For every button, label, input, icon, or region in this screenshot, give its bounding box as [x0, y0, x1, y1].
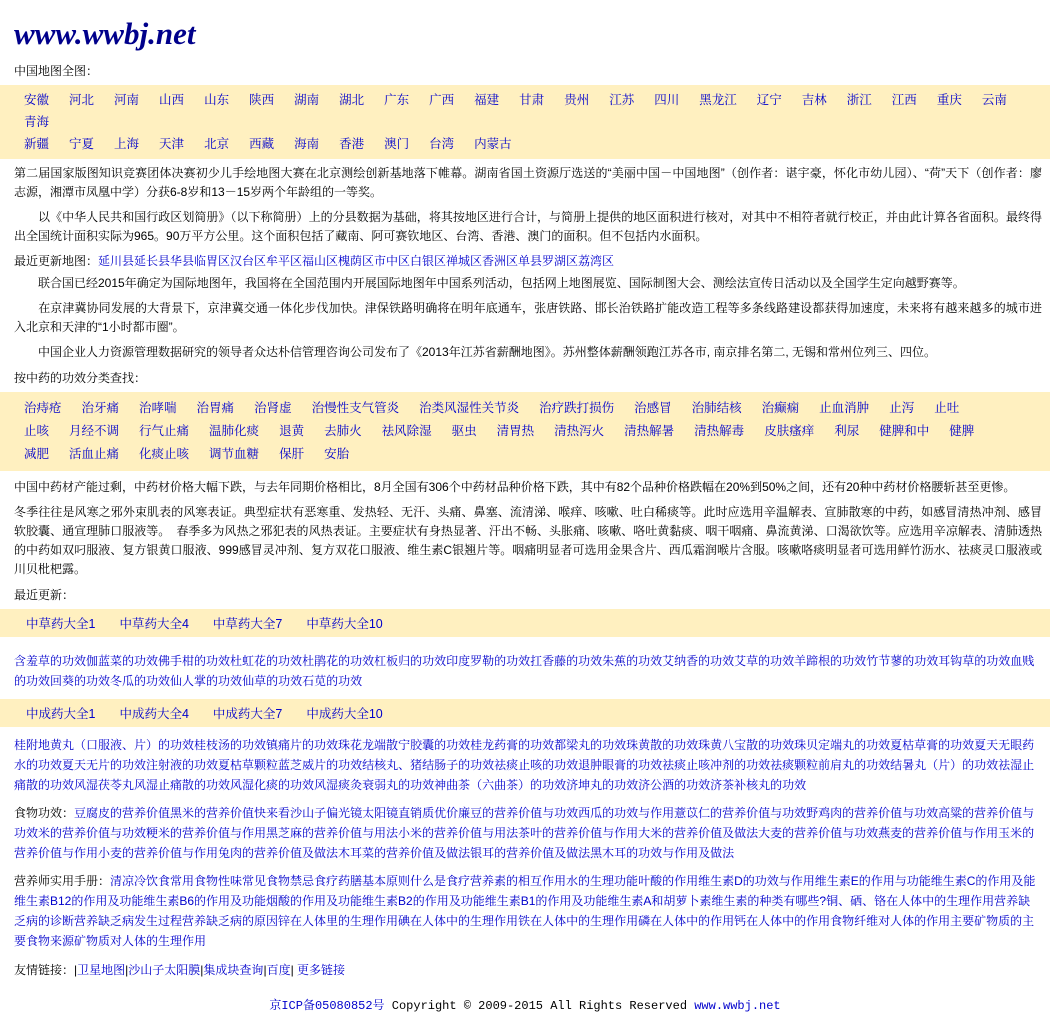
nutrition-link[interactable]: 食物纤维对人体的作用 [830, 914, 951, 928]
herb-link[interactable]: 清胃热 [496, 424, 535, 438]
herb-link[interactable]: 保肝 [279, 447, 305, 461]
region-link[interactable]: 陕西 [249, 93, 275, 107]
region-link[interactable]: 河南 [114, 93, 140, 107]
nutrition-link[interactable]: 矿物质对人体的生理作用 [74, 934, 207, 948]
patent-link[interactable]: 祛痰颗粒前肩丸的功效 [770, 758, 891, 772]
friend-link[interactable]: 百度 [266, 963, 291, 977]
patent-link-list [0, 731, 1050, 799]
region-link[interactable]: 青海 [24, 115, 50, 129]
patent-link[interactable]: 桂龙药膏的功效 [470, 738, 555, 752]
region-link[interactable]: 四川 [654, 93, 680, 107]
food-link[interactable]: 与作用薏苡仁的营养价值 [638, 806, 771, 820]
patent-link[interactable]: 祛痰止咳冲剂的功效 [662, 758, 771, 772]
region-link[interactable]: 香港 [339, 137, 365, 151]
icp-link[interactable]: 京ICP备05080852号 [269, 999, 385, 1013]
region-link[interactable]: 江西 [891, 93, 917, 107]
copyright-text: Copyright © 2009-2015 All Rights Reserved [391, 999, 688, 1013]
nutrition-link[interactable]: 铁在人体中的生理作用 [518, 914, 639, 928]
region-link[interactable]: 广东 [384, 93, 410, 107]
herb-link[interactable]: 清热解毒 [694, 424, 745, 438]
food-link-list [0, 799, 1050, 867]
patent-book-band [0, 699, 1050, 727]
region-row-2 [0, 133, 1050, 155]
herb-latest-label: 最近更新： [14, 588, 75, 602]
patent-link[interactable]: 都梁丸的功效 [554, 738, 627, 752]
region-link[interactable]: 辽宁 [756, 93, 782, 107]
region-link[interactable]: 西藏 [249, 137, 275, 151]
food-link[interactable]: 及做法大麦的营养价值 [722, 826, 843, 840]
nutrition-link[interactable]: 与作用维生素E的作用 [778, 874, 895, 888]
herb-link[interactable]: 温肺化痰 [209, 424, 260, 438]
nutrition-link[interactable]: 与功能维生素C的作用及 [894, 874, 1024, 888]
patent-link[interactable]: 退肿眼膏的功效 [578, 758, 663, 772]
nutrition-link[interactable]: 叶酸的作用维生素D的功效 [638, 874, 779, 888]
nutrition-link[interactable]: 清凉冷饮食常用食物性味常见食物禁忌食疗药膳基本原则 [110, 874, 411, 888]
efficacy-link[interactable]: 竹节蓼的功效 [866, 654, 939, 668]
herb-book-link[interactable]: 中草药大全7 [212, 617, 283, 631]
patent-link[interactable]: 祛痰止咳的功效 [494, 758, 579, 772]
herb-book-link[interactable]: 中草药大全10 [306, 617, 383, 631]
region-link[interactable]: 山西 [159, 93, 185, 107]
food-link[interactable]: 与功效燕麦的营养价值 [842, 826, 963, 840]
efficacy-link[interactable]: 艾草的功效 [734, 654, 795, 668]
herb-link[interactable]: 止咳 [24, 424, 50, 438]
patent-book-link[interactable]: 中成药大全7 [212, 707, 283, 721]
region-link[interactable]: 宁夏 [69, 137, 95, 151]
nutrition-link[interactable]: 营养缺乏病的诊断 [14, 894, 1031, 928]
herb-book-row [0, 614, 1050, 632]
herb-link[interactable]: 治胃痛 [196, 401, 235, 415]
patent-book-row [0, 704, 1050, 722]
efficacy-link[interactable]: 仙草的功效 [242, 674, 303, 688]
herb-link[interactable]: 治肺结核 [691, 401, 742, 415]
herb-link[interactable]: 止血消肿 [819, 401, 870, 415]
herb-link[interactable]: 利尿 [834, 424, 860, 438]
patent-link[interactable]: 济坤丸的功效 [566, 778, 639, 792]
herb-link[interactable]: 止吐 [934, 401, 960, 415]
patent-book-link[interactable]: 中成药大全1 [26, 707, 96, 721]
herb-row-1 [0, 397, 1050, 420]
friend-link[interactable]: 集成块查询 [203, 963, 264, 977]
nutrition-link[interactable]: 营养素的相互作用水的生理功能 [470, 874, 639, 888]
latest-map-label: 最近更新地图： [14, 254, 99, 268]
nutrition-link[interactable]: 钙在人体中的作用 [734, 914, 831, 928]
footer [0, 982, 1050, 1033]
herb-book-link[interactable]: 中草药大全1 [26, 617, 96, 631]
nutrition-link[interactable]: 什么是食疗 [410, 874, 471, 888]
nutrition-link[interactable]: 磷在人体中的作用 [638, 914, 735, 928]
patent-link[interactable]: 珠花龙端散 [338, 738, 399, 752]
nutrition-link[interactable]: 碘在人体中的生理作用 [398, 914, 519, 928]
patent-link[interactable]: 济公酒的功效 [638, 778, 711, 792]
food-link[interactable]: 及做法银耳的营养价值 [434, 846, 555, 860]
herb-link[interactable]: 治慢性支气管炎 [311, 401, 400, 415]
region-link[interactable]: 澳门 [384, 137, 410, 151]
patent-link[interactable]: 珠黄八宝散的功效 [698, 738, 795, 752]
efficacy-link[interactable]: 朱蕉的功效 [602, 654, 663, 668]
patent-link[interactable]: 夏枯草颗粒蓝芝 [218, 758, 303, 772]
herb-link[interactable]: 行气止痛 [139, 424, 190, 438]
patent-link[interactable]: 宁胶囊的功效 [398, 738, 471, 752]
herb-row-3 [0, 443, 1050, 466]
herb-link[interactable]: 驱虫 [451, 424, 477, 438]
efficacy-link[interactable]: 含羞草的功效 [14, 654, 87, 668]
map-paragraph-4: 在京津冀协同发展的大背景下，京津冀交通一体化步伐加快。津保铁路明确将在明年底通车，张唐铁路、邯长治铁路扩能改造工程等多条线路建设都获得加速度，未来将有越来越多的城市进入北京和天津的“1小时都市圈”。 [14, 301, 1042, 334]
herb-link[interactable]: 退黄 [279, 424, 305, 438]
herb-link[interactable]: 减肥 [24, 447, 50, 461]
map-paragraph-5: 中国企业人力资源管理数据研究的领导者众达朴信管理咨询公司发布了《2013年江苏省薪酬地图》。苏州整体薪酬领跑江苏各市, 南京排名第二, 无锡和常州位列三、四位。 [14, 345, 937, 359]
region-link[interactable]: 海南 [294, 137, 320, 151]
region-link[interactable]: 吉林 [801, 93, 827, 107]
nutrition-link[interactable]: 能维生素B12的作用及功能维生素B6的作用及功能烟酸的作用及功能维生素B2的作用及功能维生素B1的作用及功能维生素A和胡萝卜素维生素的种类有哪些? [14, 874, 1036, 908]
patent-link[interactable]: 镇痛片的功效 [266, 738, 339, 752]
herb-link[interactable]: 月经不调 [69, 424, 120, 438]
nutrition-section-label: 营养师实用手册： [14, 874, 111, 888]
map-paragraph-3: 联合国已经2015年确定为国际地图年，我国将在全国范围内开展国际地图年中国系列活动，包括网上地图展览、国际制图大会、测绘法宣传日活动以及全国学生定向越野赛等。 [14, 276, 965, 290]
herb-link[interactable]: 清热泻火 [554, 424, 605, 438]
patent-link[interactable]: 济茶 [710, 778, 735, 792]
region-link[interactable]: 黑龙江 [699, 93, 737, 107]
footer-site-link[interactable]: www.wwbj.net [694, 999, 781, 1013]
region-link[interactable]: 天津 [159, 137, 185, 151]
efficacy-link[interactable]: 耳钩草的功效 [938, 654, 1011, 668]
efficacy-link[interactable]: 杠板归的功效 [374, 654, 447, 668]
food-link[interactable]: 黑米的营养价值 [170, 806, 255, 820]
food-link[interactable]: 沙山子偏光镜太阳镜直销 [290, 806, 423, 820]
friend-link[interactable]: 卫星地图 [77, 963, 126, 977]
patent-link[interactable]: 珠贝定端丸的功效 [794, 738, 891, 752]
efficacy-link[interactable]: 杜虹花的功效 [230, 654, 303, 668]
herb-link[interactable]: 治类风湿性关节炎 [419, 401, 520, 415]
efficacy-link-list [0, 647, 1050, 695]
food-link[interactable]: 与作用玉米的营养价值 [14, 826, 1035, 860]
nutrition-link-list [0, 867, 1050, 955]
latest-map-line [0, 249, 1050, 271]
herb-link[interactable]: 治疗跌打损伤 [539, 401, 615, 415]
herb-link[interactable]: 化痰止咳 [139, 447, 190, 461]
nutrition-link[interactable]: 营养缺乏病发生过程营养缺乏病的原因 [74, 914, 279, 928]
food-link[interactable]: 与功效西瓜的功效 [542, 806, 639, 820]
region-link[interactable]: 湖南 [294, 93, 320, 107]
herb-link[interactable]: 健脾和中 [879, 424, 930, 438]
patent-link[interactable]: 夏天无眼药水的功效 [14, 738, 1035, 772]
region-link-band [0, 85, 1050, 159]
map-section-title: 中国地图全图： [14, 64, 99, 78]
patent-link[interactable]: 风湿痰灸衰弱丸的功效 [314, 778, 435, 792]
region-link[interactable]: 内蒙古 [474, 137, 512, 151]
friend-links-label: 友情链接： [14, 963, 75, 977]
food-link[interactable]: 与功效粳米的营养价值 [110, 826, 231, 840]
site-logo: www.wwbj.net [14, 16, 196, 51]
herb-link[interactable]: 调节血糖 [209, 447, 260, 461]
food-link[interactable]: 及做法黑木耳的功效 [554, 846, 663, 860]
patent-link[interactable]: 补核丸的功效 [734, 778, 807, 792]
food-link[interactable]: 与功效野鸡肉的营养价值 [770, 806, 903, 820]
herb-link[interactable]: 安胎 [324, 447, 350, 461]
food-link[interactable]: 与作用小麦的营养价值 [62, 846, 183, 860]
herb-paragraph-1: 中国中药材产能过剩，中药材价格大幅下跌，与去年同期价格相比，8月全国有306个中药材品种价格下跌，其中有82个品种价格跌幅在20%到50%之间，还有20种中药材价格腰斩甚至更惨。 [14, 480, 1016, 494]
food-link[interactable]: 与用法茶叶的营养价值 [482, 826, 603, 840]
region-link[interactable]: 广西 [429, 93, 455, 107]
patent-book-link[interactable]: 中成药大全10 [306, 707, 383, 721]
food-link[interactable]: 与作用大米的营养价值 [602, 826, 723, 840]
friend-links: 友情链接：|卫星地图|沙山子太阳膜|集成块查询|百度| 更多链接 [14, 963, 346, 977]
region-link[interactable]: 云南 [981, 93, 1007, 107]
herb-row-2 [0, 420, 1050, 443]
region-link[interactable]: 福建 [474, 93, 500, 107]
food-link[interactable]: 与用法小米的营养价值 [362, 826, 483, 840]
nutrition-link[interactable]: 主要矿物质的主要食物来源 [14, 914, 1035, 948]
region-link[interactable]: 江苏 [609, 93, 635, 107]
herb-link-band [0, 392, 1050, 471]
patent-link[interactable]: 风湿化痰的功效 [230, 778, 315, 792]
herb-link[interactable]: 治哮喘 [139, 401, 177, 415]
herb-link[interactable]: 治肾虚 [254, 401, 292, 415]
food-link[interactable]: 与功效高粱的营养价值 [902, 806, 1023, 820]
nutrition-link[interactable]: 铜、硒、铬在人体中的生理作用 [826, 894, 995, 908]
efficacy-link[interactable]: 冬瓜的功效 [110, 674, 171, 688]
efficacy-link[interactable]: 印度罗勒的功效 [446, 654, 531, 668]
patent-link[interactable]: 祛湿止痛散的功效 [14, 758, 1035, 792]
region-link[interactable]: 贵州 [564, 93, 590, 107]
herb-book-link[interactable]: 中草药大全4 [119, 617, 189, 631]
region-row-1 [0, 89, 1050, 133]
efficacy-link[interactable]: 羊蹄根的功效 [794, 654, 867, 668]
region-link[interactable]: 湖北 [339, 93, 365, 107]
food-link[interactable]: 与作用兔肉的营养价值 [182, 846, 303, 860]
patent-link[interactable]: 风湿止痛散的功效 [134, 778, 231, 792]
herb-link[interactable]: 祛风除湿 [381, 424, 432, 438]
patent-book-link[interactable]: 中成药大全4 [119, 707, 189, 721]
region-link[interactable]: 安徽 [24, 93, 50, 107]
patent-link[interactable]: 威片的功效 [302, 758, 363, 772]
food-link[interactable]: 与作用黑芝麻的营养价值 [230, 826, 363, 840]
region-link[interactable]: 山东 [204, 93, 230, 107]
herb-link[interactable]: 治感冒 [634, 401, 672, 415]
patent-link[interactable]: 珠黄散的功效 [626, 738, 699, 752]
patent-link[interactable]: 桂附地黄丸（口服液、片）的功效 [14, 738, 195, 752]
herb-link[interactable]: 治牙痛 [81, 401, 120, 415]
efficacy-link[interactable]: 血贱的功效 [14, 654, 1035, 688]
herb-link[interactable]: 健脾 [949, 424, 975, 438]
patent-link[interactable]: 夏天无片的功效 [62, 758, 147, 772]
efficacy-link[interactable]: 杜鹃花的功效 [302, 654, 375, 668]
patent-link[interactable]: 神曲茶（六曲茶）的功效 [434, 778, 567, 792]
region-link[interactable]: 台湾 [429, 137, 455, 151]
food-link[interactable]: 快来看 [254, 806, 291, 820]
nutrition-link[interactable]: 锌在人体里的生理作用 [278, 914, 399, 928]
efficacy-link[interactable]: 扛香藤的功效 [530, 654, 603, 668]
region-link[interactable]: 甘肃 [519, 93, 545, 107]
herb-link[interactable]: 去肺火 [324, 424, 362, 438]
region-link[interactable]: 上海 [114, 137, 140, 151]
herb-section-title: 按中药的功效分类查找： [14, 371, 147, 385]
herb-link[interactable]: 治痔疮 [24, 401, 62, 415]
region-link[interactable]: 重庆 [936, 93, 962, 107]
food-section-label: 食物功效： [14, 806, 75, 820]
patent-link[interactable]: 风湿茯苓丸 [74, 778, 135, 792]
patent-link[interactable]: 结核丸、猪结肠子的功效 [362, 758, 495, 772]
herb-link[interactable]: 治癫痫 [761, 401, 800, 415]
efficacy-link[interactable]: 回葵的功效 [50, 674, 111, 688]
map-paragraph-1: 第二届国家版图知识竞赛团体决赛初少儿手绘地图大赛在北京测绘创新基地落下帷幕。湖南省国土资源厅选送的“美丽中国－中国地图”（创作者：谌宇豪，怀化市幼儿园）、“荷”天下（创作者：廖志源，湘潭市凤凰中学）分获6-8岁和13－15岁两个年龄组的一等奖。 [14, 166, 1042, 199]
region-link[interactable]: 浙江 [846, 93, 872, 107]
efficacy-link[interactable]: 仙人掌的功效 [170, 674, 243, 688]
patent-link[interactable]: 桂枝汤的功效 [194, 738, 267, 752]
efficacy-link[interactable]: 石苋的功效 [302, 674, 363, 688]
friend-link-more[interactable]: 更多链接 [297, 963, 346, 977]
efficacy-link[interactable]: 艾纳香的功效 [662, 654, 735, 668]
food-link[interactable]: 豆腐皮的营养价值 [74, 806, 171, 820]
patent-link[interactable]: 夏枯草膏的功效 [890, 738, 975, 752]
food-link[interactable]: 与功效米的营养价值 [14, 806, 1035, 840]
patent-link[interactable]: 结暑丸（片）的功效 [890, 758, 999, 772]
herb-link[interactable]: 清热解暑 [624, 424, 675, 438]
food-link[interactable]: 及做法木耳菜的营养价值 [302, 846, 435, 860]
food-link[interactable]: 质优价廉豆的营养价值 [422, 806, 543, 820]
herb-link[interactable]: 皮肤瘙痒 [764, 424, 815, 438]
herb-link[interactable]: 活血止痛 [69, 447, 120, 461]
herb-link[interactable]: 止泻 [889, 401, 915, 415]
region-link[interactable]: 新疆 [24, 137, 50, 151]
latest-map-link[interactable]: 延川县延长县华县临胃区汉台区牟平区福山区槐荫区市中区白银区禅城区香洲区单县罗湖区荔湾区 [98, 254, 615, 268]
region-link[interactable]: 河北 [69, 93, 95, 107]
food-link[interactable]: 与作用及做法 [662, 846, 735, 860]
patent-link[interactable]: 注射液的功效 [146, 758, 219, 772]
efficacy-link[interactable]: 伽蓝菜的功效 [86, 654, 159, 668]
efficacy-link[interactable]: 佛手柑的功效 [158, 654, 231, 668]
map-paragraph-2: 以《中华人民共和国行政区划简册》（以下称简册）上的分县数据为基础，将其按地区进行合计，与简册上提供的地区面积进行核对，对其中不相符者就行校正，并由此计算各省面积。最终得出全国统计面积实际为965。90万平方公里。这个面积包括了藏南、阿可赛钦地区、台湾、香港、澳门的面积。但不包括内水面积。 [14, 210, 1042, 243]
friend-link[interactable]: 沙山子太阳膜 [128, 963, 201, 977]
herb-paragraph-2: 冬季往往是风寒之邪外束肌表的风寒表证。典型症状有恶寒重、发热轻、无汗、头痛、鼻塞、流清涕、喉痒、咳嗽、吐白稀痰等。此时应选用辛温解表、宣肺散寒的中药，如感冒清热冲剂、感冒软胶囊、通宣理肺口服液等。 春季多为风热之邪犯表的风热表证。主要症状有身热显著、汗出不畅、头胀痛、咳嗽、咯吐黄黏痰、咽干咽痛、鼻流黄涕、口渴欲饮等。应选用辛凉解表、清肺透热的中药如双叼服液、复方银黄口服液、999感冒灵冲剂、复方双花口服液、维生素C银翘片等。咽痛明显者可选用金果含片、西瓜霜润喉片含服。咳嗽咯痰明显者可选用鲜竹沥水、祛痰灵口服液或川贝枇杷露。 [14, 505, 1042, 576]
herb-book-band [0, 609, 1050, 637]
region-link[interactable]: 北京 [204, 137, 230, 151]
